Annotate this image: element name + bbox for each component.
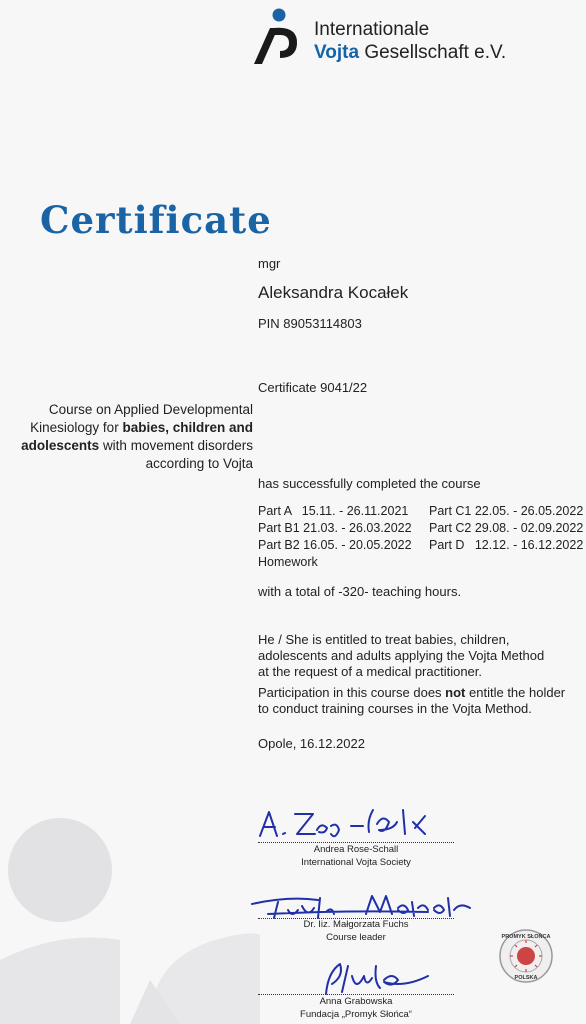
- stamp-bottom-text: POLSKA: [514, 975, 538, 981]
- part-left: Part A 15.11. - 26.11.2021: [258, 504, 409, 518]
- homework: Homework: [258, 555, 318, 569]
- signatory-role: Fundacja „Promyk Słońca“: [300, 1009, 412, 1020]
- entitlement-line-1: He / She is entitled to treat babies, children,: [258, 632, 510, 647]
- recipient-title: mgr: [258, 256, 281, 271]
- participation-line-2: to conduct training courses in the Vojta Method.: [258, 701, 532, 716]
- ivg-logo-icon: [252, 6, 304, 68]
- signatory-role: International Vojta Society: [301, 857, 411, 868]
- part-right: Part C2 29.08. - 02.09.2022: [429, 521, 584, 535]
- org-line-2: [314, 41, 506, 64]
- part-left: Part B2 16.05. - 20.05.2022: [258, 538, 412, 552]
- entitlement-text: [258, 632, 544, 680]
- org-word-vojta: Vojta: [314, 42, 360, 63]
- background-logo-watermark: [0, 810, 260, 1024]
- part-right: Part D 12.12. - 16.12.2022: [429, 538, 584, 552]
- course-line-1: Course on Applied Developmental: [48, 402, 253, 417]
- signatory-name: Andrea Rose-Schall: [313, 844, 399, 855]
- course-parts: [258, 503, 583, 571]
- entitlement-line-2: adolescents and adults applying the Vojta Method: [258, 648, 545, 663]
- course-line-2: [3, 419, 253, 437]
- teaching-hours: with a total of -320- teaching hours.: [258, 584, 462, 599]
- signatory-name: Dr. Iiz. Małgorzata Fuchs: [303, 919, 409, 930]
- parts-row: [258, 503, 583, 520]
- promyk-slonca-stamp-icon: [498, 928, 554, 984]
- stamp-top-text: PROMYK SŁOŃCA: [501, 934, 551, 940]
- entitlement-line-3: at the request of a medical practitioner.: [258, 664, 483, 679]
- course-line-4: according to Vojta: [145, 456, 253, 471]
- recipient-pin: PIN 89053114803: [258, 316, 362, 331]
- parts-row: [258, 520, 583, 537]
- part-left: Part B1 21.03. - 26.03.2022: [258, 521, 412, 535]
- part-right: Part C1 22.05. - 26.05.2022: [429, 504, 584, 518]
- participation-line-1: [258, 685, 565, 701]
- certificate-number: Certificate 9041/22: [258, 380, 368, 395]
- parts-row: [258, 537, 583, 554]
- place-date: Opole, 16.12.2022: [258, 736, 365, 751]
- participation-prefix: Participation in this course does: [258, 685, 442, 700]
- course-line-3-rest: with movement disorders: [102, 438, 253, 453]
- recipient-name: Aleksandra Kocałek: [258, 283, 409, 302]
- certificate-title: Certificate: [40, 198, 272, 242]
- org-line-2-rest: Gesellschaft e.V.: [364, 42, 507, 63]
- course-line-2-prefix: Kinesiology for: [30, 420, 119, 435]
- participation-rest: entitle the holder: [469, 685, 566, 700]
- participation-text: [258, 685, 565, 717]
- signature-3-image: [318, 958, 438, 998]
- course-description: [3, 401, 253, 473]
- signatory-name: Anna Grabowska: [319, 996, 393, 1007]
- participation-bold: not: [445, 685, 466, 700]
- signatory-role: Course leader: [326, 932, 386, 943]
- course-line-3: [3, 437, 253, 455]
- signature-3-caption: [258, 995, 454, 1021]
- course-line-2-bold: babies, children and: [122, 420, 253, 435]
- course-line-3-bold: adolescents: [21, 438, 100, 453]
- signature-2-caption: [258, 918, 454, 944]
- completed-text: has successfully completed the course: [258, 476, 481, 491]
- organization-name: [314, 18, 506, 64]
- signature-1-image: [255, 800, 455, 844]
- org-line-1: Internationale: [314, 19, 430, 40]
- signature-1-caption: [258, 843, 454, 869]
